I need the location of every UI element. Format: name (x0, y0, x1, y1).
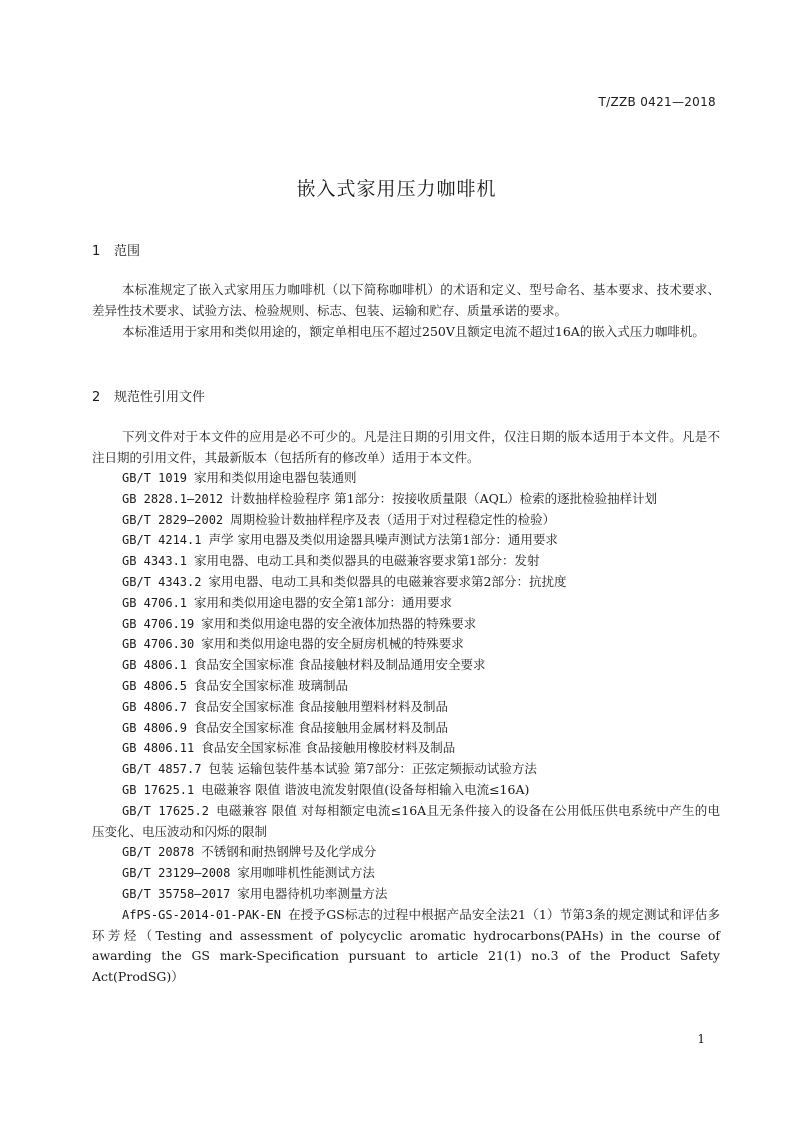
reference-item (92, 801, 720, 843)
reference-code: GB 4806.5 (122, 678, 188, 693)
reference-title: 计数抽样检验程序 第1部分：按接收质量限（AQL）检索的逐批检验抽样计划 (230, 490, 658, 506)
reference-code: GB 4706.30 (122, 637, 195, 652)
reference-item (92, 863, 720, 884)
section-number: 1 (92, 244, 101, 259)
reference-title: 包装 运输包装件基本试验 第7部分：正弦定频振动试验方法 (208, 761, 537, 777)
reference-title: 食品安全国家标准 玻璃制品 (194, 677, 349, 693)
reference-item (92, 738, 720, 759)
reference-title: 声学 家用电器及类似用途器具噪声测试方法第1部分：通用要求 (208, 532, 558, 548)
reference-code: GB 4806.11 (122, 741, 195, 756)
reference-title: 食品安全国家标准 食品接触用橡胶材料及制品 (201, 740, 456, 756)
page-number: 1 (697, 1032, 705, 1046)
reference-title: 在授予GS标志的过程中根据产品安全法21（1）节第3条的规定测试和评估多环芳烃（Testing and assessment of polycyclic aromatic hydrocarbons(PAHs) in the course of awarding the GS mark-Specification pursuant to article 21(1) no.3 of the Product Safety Act(ProdSG)） (92, 906, 720, 985)
reference-title: 食品安全国家标准 食品接触用金属材料及制品 (194, 719, 449, 735)
reference-code: GB/T 4214.1 (122, 533, 202, 548)
reference-title: 家用和类似用途电器的安全第1部分：通用要求 (194, 594, 452, 610)
reference-item (92, 780, 720, 801)
reference-code: GB 4806.9 (122, 720, 188, 735)
standard-code: T/ZZB 0421—2018 (598, 95, 716, 109)
reference-code: GB/T 23129—2008 (122, 866, 231, 881)
reference-title: 电磁兼容 限值 对每相额定电流≤16A且无条件接入的设备在公用低压供电系统中产生的电压变化、电压波动和闪烁的限制 (92, 802, 720, 839)
reference-item (92, 551, 720, 572)
reference-title: 家用和类似用途电器包装通则 (194, 470, 357, 485)
reference-item (92, 884, 720, 905)
reference-item (92, 905, 720, 988)
section-number: 2 (92, 390, 101, 405)
reference-item (92, 718, 720, 739)
reference-code: GB 4706.19 (122, 616, 195, 631)
reference-title: 不锈钢和耐热钢牌号及化学成分 (201, 844, 377, 860)
reference-item (92, 489, 720, 510)
reference-title: 食品安全国家标准 食品接触用塑料材料及制品 (194, 698, 449, 714)
scope-body (92, 279, 720, 342)
reference-item (92, 634, 720, 655)
reference-item (92, 510, 720, 531)
reference-item (92, 676, 720, 697)
reference-title: 家用和类似用途电器的安全液体加热器的特殊要求 (201, 615, 477, 631)
references-intro (92, 426, 720, 468)
reference-code: GB 2828.1—2012 (122, 491, 224, 506)
reference-item (92, 759, 720, 780)
reference-list (92, 468, 720, 988)
reference-code: GB 4806.1 (122, 658, 188, 673)
reference-title: 食品安全国家标准 食品接触材料及制品通用安全要求 (194, 657, 486, 673)
section-title: 规范性引用文件 (114, 390, 206, 405)
reference-code: GB/T 2829—2002 (122, 512, 224, 527)
reference-item (92, 697, 720, 718)
reference-code: GB 4343.1 (122, 554, 188, 569)
reference-title: 家用电器、电动工具和类似器具的电磁兼容要求第1部分：发射 (194, 553, 540, 569)
reference-title: 家用电器待机功率测量方法 (237, 885, 388, 901)
paragraph: 本标准适用于家用和类似用途的，额定单相电压不超过250V且额定电流不超过16A的嵌入式压力咖啡机。 (122, 324, 705, 339)
reference-title: 周期检验计数抽样程序及表（适用于对过程稳定性的检验） (230, 511, 556, 527)
reference-code: GB/T 4857.7 (122, 762, 202, 777)
reference-item (92, 614, 720, 635)
section-title: 范围 (114, 244, 141, 259)
reference-code: GB/T 4343.2 (122, 574, 202, 589)
reference-item (92, 468, 720, 489)
reference-code: AfPS-GS-2014-01-PAK-EN (122, 907, 281, 922)
reference-item (92, 572, 720, 593)
reference-code: GB 4706.1 (122, 595, 188, 610)
reference-item (92, 655, 720, 676)
reference-title: 家用咖啡机性能测试方法 (237, 865, 375, 881)
reference-item (92, 593, 720, 614)
reference-title: 家用和类似用途电器的安全厨房机械的特殊要求 (201, 636, 464, 652)
reference-item (92, 530, 720, 551)
reference-code: GB/T 35758—2017 (122, 886, 231, 901)
reference-title: 家用电器、电动工具和类似器具的电磁兼容要求第2部分：抗扰度 (208, 573, 567, 589)
paragraph: 本标准规定了嵌入式家用压力咖啡机（以下简称咖啡机）的术语和定义、型号命名、基本要求、技术要求、差异性技术要求、试验方法、检验规则、标志、包装、运输和贮存、质量承诺的要求。 (92, 282, 720, 318)
document-title: 嵌入式家用压力咖啡机 (296, 178, 497, 200)
reference-title: 电磁兼容 限值 谐波电流发射限值(设备每相输入电流≤16A) (201, 781, 530, 797)
paragraph: 下列文件对于本文件的应用是必不可少的。凡是注日期的引用文件，仅注日期的版本适用于本文件。凡是不注日期的引用文件，其最新版本（包括所有的修改单）适用于本文件。 (92, 429, 720, 465)
reference-item (92, 842, 720, 863)
reference-code: GB/T 20878 (122, 845, 195, 860)
section-heading-scope (92, 240, 140, 259)
reference-code: GB/T 1019 (122, 471, 188, 485)
reference-code: GB 4806.7 (122, 699, 188, 714)
reference-code: GB/T 17625.2 (122, 803, 209, 818)
section-heading-normative-references (92, 386, 205, 405)
reference-code: GB 17625.1 (122, 782, 195, 797)
